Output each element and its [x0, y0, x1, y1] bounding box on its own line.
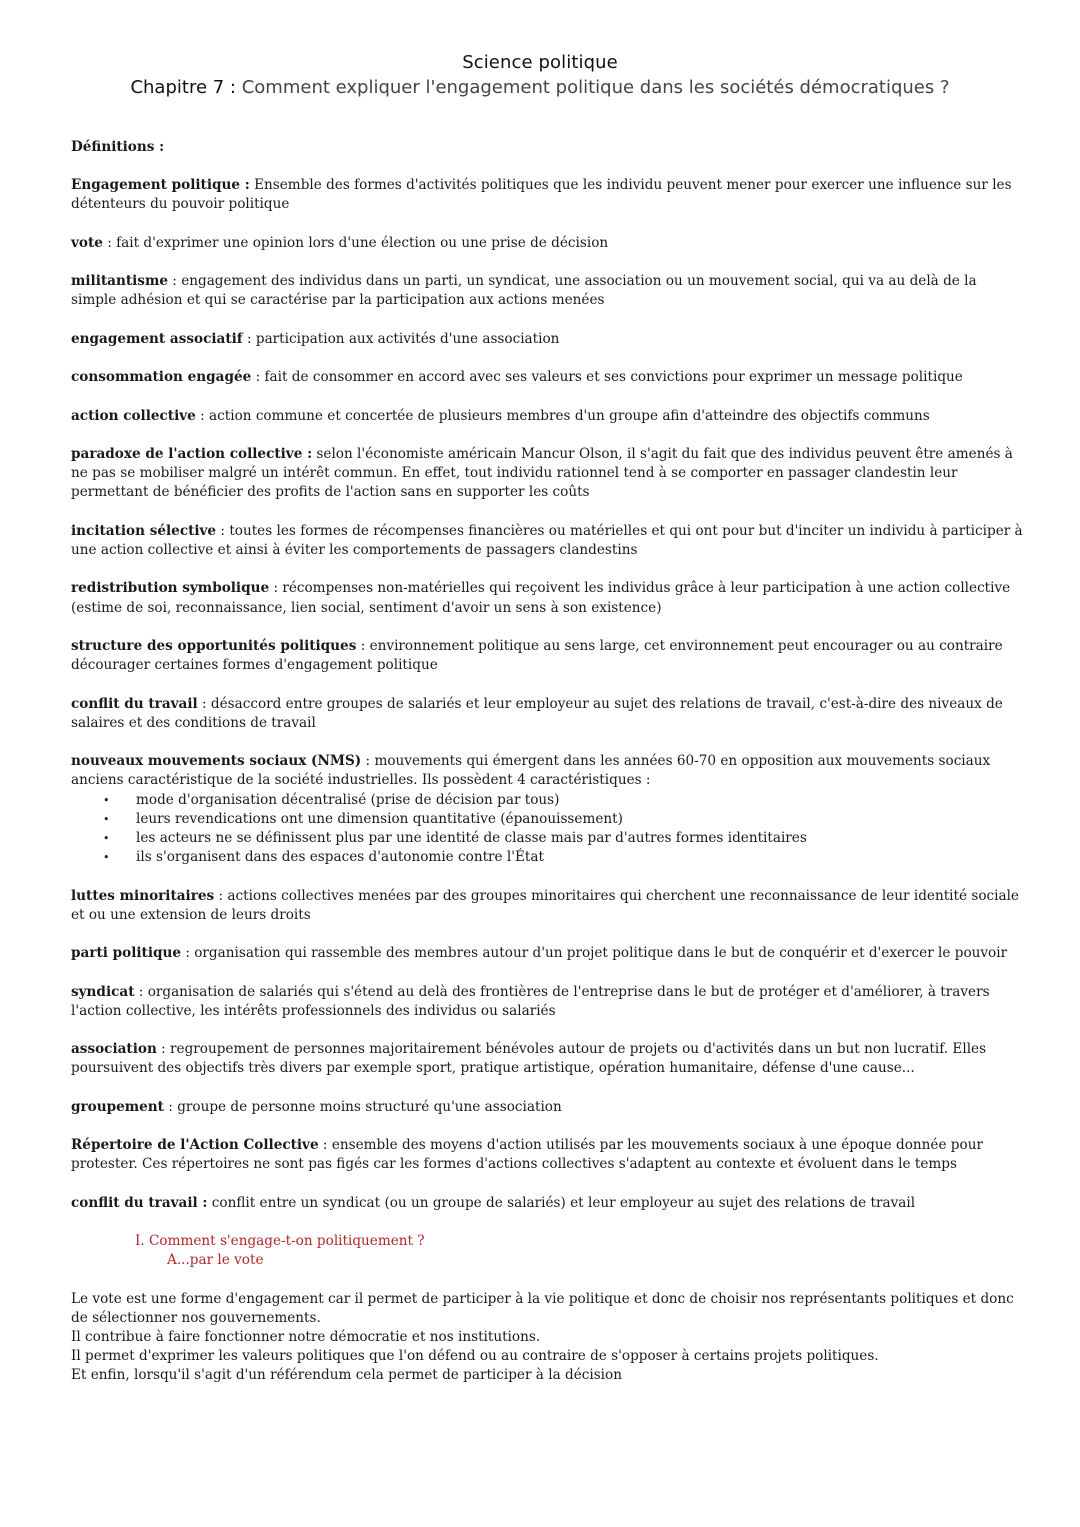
definition-text: : organisation de salariés qui s'étend au delà des frontières de l'entreprise dans le but de protéger et d'améliorer, à travers l'action collective, les intérêts professionnels des individus ou salariés	[71, 983, 990, 1019]
definition-term: militantisme	[71, 273, 168, 290]
definition-term: paradoxe de l'action collective :	[71, 445, 313, 462]
main-content	[71, 138, 1026, 1386]
definition-term: groupement	[71, 1098, 164, 1115]
definition-text: : récompenses non-matérielles qui reçoivent les individus grâce à leur participation à une action collective (estime de soi, reconnaissance, lien social, sentiment d'avoir un sens à son existence)	[71, 580, 1011, 616]
definition-text: : regroupement de personnes majoritairement bénévoles autour de projets ou d'activités dans un but non lucratif. Elles poursuivent des objectifs très divers par exemple sport, pratique artistique, opération humanitaire, défense d'une cause...	[71, 1041, 987, 1077]
definition-term: conflit du travail :	[71, 1194, 208, 1211]
definition-entry	[71, 579, 1026, 617]
definition-term: engagement associatif	[71, 330, 243, 347]
definition-text: : engagement des individus dans un parti, un syndicat, une association ou un mouvement social, qui va au delà de la simple adhésion et qui se caractérise par la participation aux actions menées	[71, 273, 977, 309]
definition-term: parti politique	[71, 945, 182, 962]
definition-entry	[71, 445, 1026, 503]
nms-characteristics-list	[71, 791, 1026, 868]
definition-text: : mouvements qui émergent dans les années 60-70 en opposition aux mouvements sociaux anciens caractéristique de la société industrielles. Ils possèdent 4 caractéristiques :	[71, 753, 991, 789]
definition-term: syndicat	[71, 983, 135, 1000]
definition-term: structure des opportunités politiques	[71, 637, 357, 654]
section-subheading: A...par le vote	[167, 1252, 264, 1269]
paragraph-line: Il permet d'exprimer les valeurs politiques que l'on défend ou au contraire de s'opposer à certains projets politiques.	[71, 1348, 879, 1365]
definition-term: association	[71, 1041, 157, 1058]
body-paragraph	[71, 1290, 1026, 1386]
definition-text: : action commune et concertée de plusieurs membres d'un groupe afin d'atteindre des objectifs communs	[195, 407, 930, 424]
definition-entry	[71, 176, 1026, 214]
list-item: • mode d'organisation décentralisé (prise de décision par tous)	[103, 791, 1026, 810]
definition-text: : environnement politique au sens large, cet environnement peut encourager ou au contraire décourager certaines formes d'engagement politique	[71, 637, 1003, 674]
definition-entry	[71, 637, 1026, 675]
definition-term: luttes minoritaires	[71, 887, 215, 904]
definition-term: incitation sélective	[71, 522, 217, 539]
header	[0, 0, 1080, 98]
definition-text: : fait de consommer en accord avec ses valeurs et ses convictions pour exprimer un message politique	[251, 369, 963, 386]
paragraph-line: Le vote est une forme d'engagement car il permet de participer à la vie politique et donc de choisir nos représentants politiques et donc de sélectionner nos gouvernements.	[71, 1290, 1014, 1326]
definition-entry	[71, 1194, 1026, 1213]
definition-term: action collective	[71, 407, 196, 424]
list-item: • leurs revendications ont une dimension quantitative (épanouissement)	[103, 810, 1026, 829]
definition-text: : fait d'exprimer une opinion lors d'une élection ou une prise de décision	[102, 234, 609, 251]
definition-entry	[71, 368, 1026, 387]
definition-text: Ensemble des formes d'activités politiques que les individu peuvent mener pour exercer une influence sur les détenteurs du pouvoir politique	[71, 177, 1012, 213]
chapter-title: Comment expliquer l'engagement politique dans les sociétés démocratiques ?	[241, 77, 950, 98]
chapter-heading	[0, 77, 1080, 98]
definition-text: : désaccord entre groupes de salariés et leur employeur au sujet des relations de travail, c'est-à-dire des niveaux de salaires et des conditions de travail	[71, 695, 1003, 731]
definition-entry	[71, 234, 1026, 253]
definition-entry	[71, 983, 1026, 1021]
definition-entry	[71, 407, 1026, 426]
definition-term: Engagement politique :	[71, 177, 250, 194]
paragraph-line: Et enfin, lorsqu'il s'agit d'un référendum cela permet de participer à la décision	[71, 1367, 622, 1384]
definition-text: : groupe de personne moins structuré qu'une association	[163, 1098, 562, 1115]
definition-term: consommation engagée	[71, 369, 252, 386]
definition-entry	[71, 272, 1026, 310]
definition-text: : actions collectives menées par des groupes minoritaires qui cherchent une reconnaissance de leur identité sociale et ou une extension de leurs droits	[71, 887, 1019, 923]
definition-entry	[71, 695, 1026, 733]
definition-text: conflit entre un syndicat (ou un groupe de salariés) et leur employeur au sujet des relations de travail	[207, 1194, 916, 1211]
definition-term: redistribution symbolique	[71, 580, 270, 597]
definition-entry	[71, 522, 1026, 560]
document-title: Science politique	[462, 52, 618, 73]
definition-term: nouveaux mouvements sociaux (NMS)	[71, 753, 362, 770]
definition-entry	[71, 887, 1026, 925]
definition-term: Répertoire de l'Action Collective	[71, 1137, 319, 1154]
section-heading: I. Comment s'engage-t-on politiquement ?	[135, 1233, 425, 1250]
definition-term: conflit du travail	[71, 695, 198, 712]
definition-entry	[71, 330, 1026, 349]
paragraph-line: Il contribue à faire fonctionner notre démocratie et nos institutions.	[71, 1329, 541, 1346]
list-item: • ils s'organisent dans des espaces d'autonomie contre l'État	[103, 848, 1026, 867]
definition-term: vote	[71, 234, 103, 251]
definition-text: : participation aux activités d'une association	[242, 330, 560, 347]
list-item: • les acteurs ne se définissent plus par une identité de classe mais par d'autres formes identitaires	[103, 829, 1026, 848]
definition-entry	[71, 944, 1026, 963]
section-heading-block	[135, 1232, 1026, 1270]
definition-text: : ensemble des moyens d'action utilisés par les mouvements sociaux à une époque donnée pour protester. Ces répertoires ne sont pas figés car les formes d'actions collectives s'adaptent au contexte et évoluent dans le temps	[71, 1137, 983, 1173]
chapter-label: Chapitre 7 :	[130, 77, 236, 98]
definition-entry	[71, 1040, 1026, 1078]
definition-text: selon l'économiste américain Mancur Olson, il s'agit du fait que des individus peuvent être amenés à ne pas se mobiliser malgré un intérêt commun. En effet, tout individu rationnel tend à se comporter en passager clandestin leur permettant de bénéficier des profits de l'action sans en supporter les coûts	[71, 445, 1013, 501]
definition-entry	[71, 1098, 1026, 1117]
definitions-heading: Définitions :	[71, 139, 165, 155]
definition-text: : organisation qui rassemble des membres autour d'un projet politique dans le but de conquérir et d'exercer le pouvoir	[181, 945, 1008, 962]
definition-entry-nms	[71, 752, 1026, 867]
definition-entry	[71, 1136, 1026, 1174]
definition-text: : toutes les formes de récompenses financières ou matérielles et qui ont pour but d'inciter un individu à participer à une action collective et ainsi à éviter les comportements de passagers clandestins	[71, 522, 1023, 558]
